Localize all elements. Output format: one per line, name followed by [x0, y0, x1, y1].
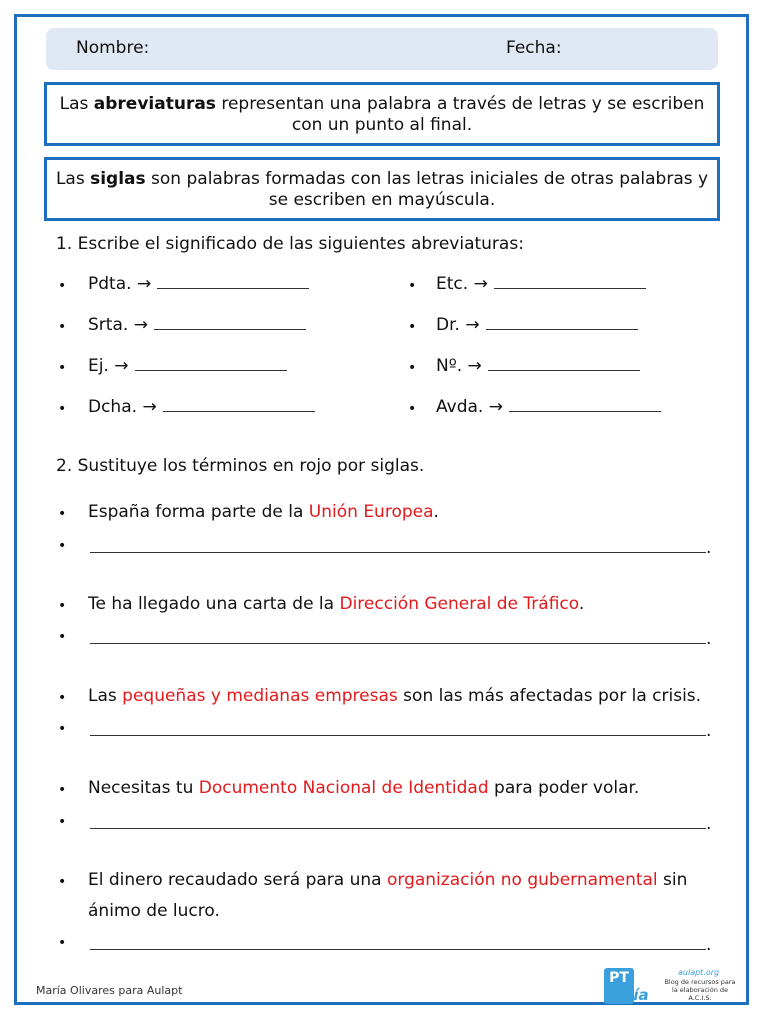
sentence	[88, 870, 687, 890]
bullet: •	[58, 360, 67, 376]
sentence-text: para poder volar.	[488, 778, 640, 798]
logo-tagline: Blog de recursos para la elaboración de A.C.I.S.	[664, 978, 736, 1002]
exercise1-title: 1. Escribe el significado de las siguientes abreviaturas:	[56, 234, 524, 254]
sentence-text: sin	[657, 870, 688, 890]
abbreviation: Dcha.	[88, 397, 138, 417]
red-term: Dirección General de Tráfico	[339, 594, 579, 614]
abbreviation-item	[436, 274, 646, 294]
sentence	[88, 594, 584, 614]
fecha-label: Fecha:	[506, 38, 562, 58]
bullet: •	[58, 814, 67, 830]
answer-period: .	[706, 814, 712, 834]
logo-pt-mark: PT	[604, 968, 634, 1004]
author-credit: María Olivares para Aulapt	[36, 984, 183, 997]
definition-text: Las	[55, 169, 91, 189]
arrow-icon: →	[133, 315, 148, 335]
sentence-text: Te ha llegado una carta de la	[88, 594, 340, 614]
sentence-text: El dinero recaudado será para una	[88, 870, 387, 890]
answer-period: .	[706, 629, 712, 649]
definition-siglas	[44, 157, 720, 221]
sentence-text: son las más afectadas por la crisis.	[397, 686, 702, 706]
definition-text: representan una palabra a través de letras y se escriben con un punto al final.	[215, 94, 705, 135]
answer-line[interactable]	[90, 542, 706, 553]
bullet: •	[408, 360, 417, 376]
arrow-icon: →	[142, 397, 157, 417]
abbreviation-item	[436, 397, 661, 417]
sentence-text: España forma parte de la	[88, 502, 309, 522]
exercise2-title: 2. Sustituye los términos en rojo por siglas.	[56, 456, 425, 476]
nombre-label: Nombre:	[76, 38, 150, 58]
abbreviation-item	[88, 274, 309, 294]
bullet: •	[58, 690, 67, 706]
red-term: pequeñas y medianas empresas	[122, 686, 398, 706]
abbreviation: Srta.	[88, 315, 129, 335]
red-term: Documento Nacional de Identidad	[198, 778, 489, 798]
logo-guia-text: guía	[612, 986, 649, 1004]
arrow-icon: →	[473, 274, 488, 294]
answer-blank[interactable]	[488, 356, 640, 371]
abbreviation: Pdta.	[88, 274, 132, 294]
bullet: •	[408, 401, 417, 417]
answer-period: .	[706, 721, 712, 741]
bullet: •	[58, 782, 67, 798]
bullet: •	[58, 538, 67, 554]
bullet: •	[58, 721, 67, 737]
sentence-text: .	[578, 594, 585, 614]
sentence-continuation: ánimo de lucro.	[88, 901, 220, 921]
answer-blank[interactable]	[154, 315, 306, 330]
abbreviation-item	[436, 315, 638, 335]
sentence-text: .	[433, 502, 439, 522]
red-term: Unión Europea	[308, 502, 434, 522]
abbreviation-item	[436, 356, 640, 376]
red-term: organización no gubernamental	[386, 870, 658, 890]
answer-line[interactable]	[90, 633, 706, 644]
definition-term: abreviaturas	[93, 94, 216, 114]
bullet: •	[58, 401, 67, 417]
bullet: •	[58, 935, 67, 951]
abbreviation: Ej.	[88, 356, 109, 376]
bullet: •	[58, 598, 67, 614]
definition-abreviaturas	[44, 82, 720, 146]
bullet: •	[58, 874, 67, 890]
answer-blank[interactable]	[494, 274, 646, 289]
arrow-icon: →	[467, 356, 482, 376]
arrow-icon: →	[488, 397, 503, 417]
definition-text: Las	[59, 94, 94, 114]
answer-blank[interactable]	[157, 274, 309, 289]
logo-url: aulapt.org	[678, 968, 720, 977]
bullet: •	[58, 319, 67, 335]
bullet: •	[58, 629, 67, 645]
header-bar	[46, 28, 718, 70]
definition-term: siglas	[90, 169, 146, 189]
answer-line[interactable]	[90, 939, 706, 950]
sentence	[88, 778, 639, 798]
aulapt-logo	[604, 968, 734, 1006]
abbreviation-item	[88, 397, 315, 417]
answer-blank[interactable]	[486, 315, 638, 330]
answer-blank[interactable]	[509, 397, 661, 412]
abbreviation-item	[88, 356, 287, 376]
abbreviation: Etc.	[436, 274, 469, 294]
sentence-text: Necesitas tu	[88, 778, 199, 798]
answer-blank[interactable]	[135, 356, 287, 371]
bullet: •	[58, 506, 67, 522]
arrow-icon: →	[114, 356, 129, 376]
sentence-text: Las	[88, 686, 123, 706]
abbreviation-item	[88, 315, 306, 335]
abbreviation: Avda.	[436, 397, 484, 417]
arrow-icon: →	[136, 274, 152, 294]
definition-text: son palabras formadas con las letras iniciales de otras palabras y se escriben en mayúscula.	[145, 169, 709, 210]
arrow-icon: →	[465, 315, 480, 335]
bullet: •	[408, 319, 417, 335]
abbreviation: Dr.	[436, 315, 460, 335]
answer-period: .	[706, 538, 712, 558]
abbreviation: Nº.	[436, 356, 463, 376]
answer-blank[interactable]	[163, 397, 315, 412]
bullet: •	[58, 278, 67, 294]
sentence	[88, 686, 701, 706]
bullet: •	[408, 278, 417, 294]
answer-period: .	[706, 935, 712, 955]
answer-line[interactable]	[90, 818, 706, 829]
answer-line[interactable]	[90, 725, 706, 736]
sentence	[88, 502, 439, 522]
